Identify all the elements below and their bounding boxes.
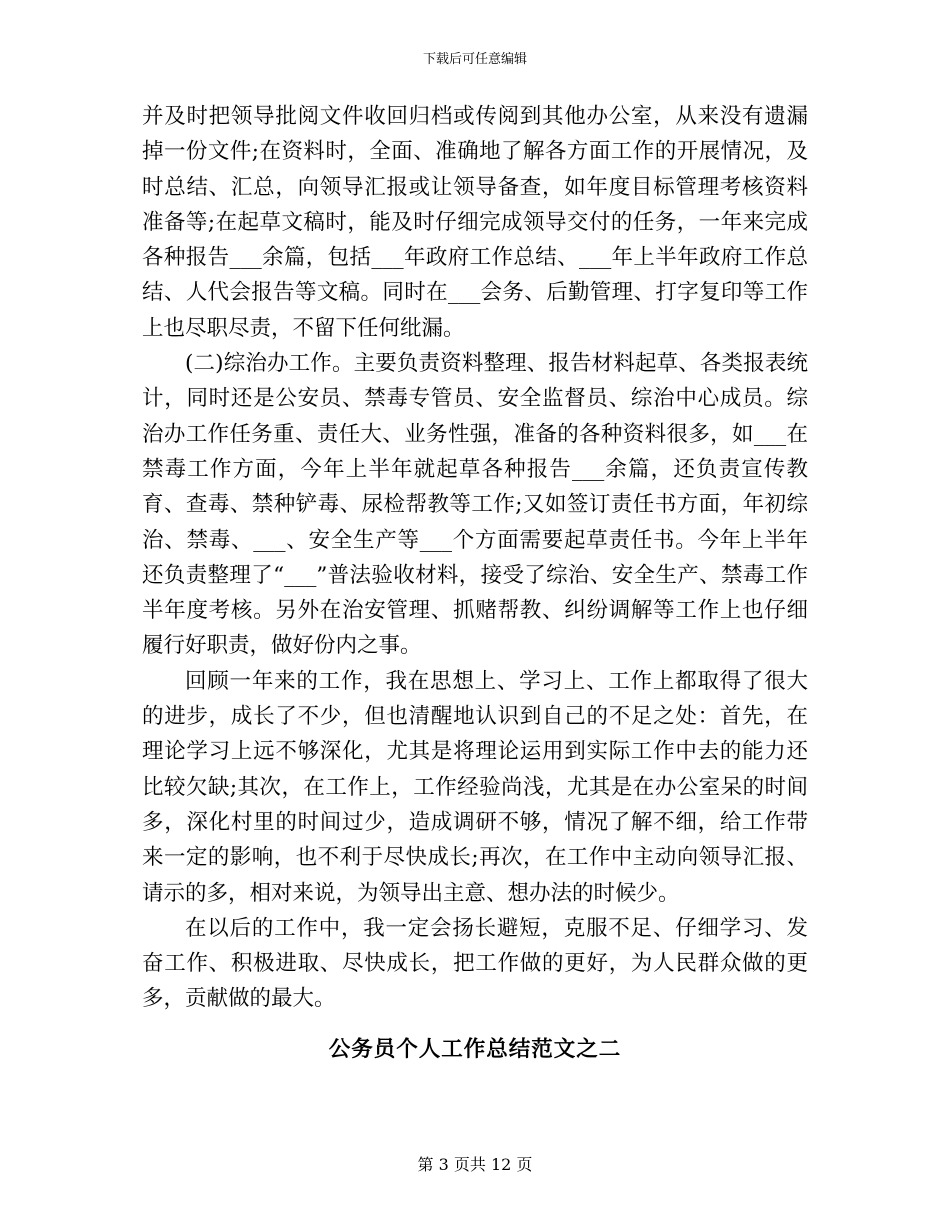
page-footer: 第 3 页共 12 页 xyxy=(417,1155,533,1174)
document-body xyxy=(142,99,808,1067)
paragraph-1: 并及时把领导批阅文件收回归档或传阅到其他办公室，从来没有遗漏掉一份文件;在资料时，全面、准确地了解各方面工作的开展情况，及时总结、汇总，向领导汇报或让领导备查，如年度目标管理考核资料准备等;在起草文稿时，能及时仔细完成领导交付的任务，一年来完成各种报告___余篇，包括___年政府工作总结、___年上半年政府工作总结、人代会报告等文稿。同时在___会务、后勤管理、打字复印等工作上也尽职尽责，不留下任何纰漏。 xyxy=(142,104,808,341)
section-title: 公务员个人工作总结范文之二 xyxy=(328,1036,622,1062)
paragraph-2: (二)综治办工作。主要负责资料整理、报告材料起草、各类报表统计，同时还是公安员、禁毒专管员、安全监督员、综治中心成员。综治办工作任务重、责任大、业务性强，准备的各种资料很多，如___在禁毒工作方面，今年上半年就起草各种报告___余篇，还负责宣传教育、查毒、禁种铲毒、尿检帮教等工作;又如签订责任书方面，年初综治、禁毒、___、安全生产等___个方面需要起草责任书。今年上半年还负责整理了“___”普法验收材料，接受了综治、安全生产、禁毒工作半年度考核。另外在治安管理、抓赌帮教、纠纷调解等工作上也仔细履行好职责，做好份内之事。 xyxy=(142,351,808,659)
page-header: 下载后可任意编辑 xyxy=(422,52,527,67)
paragraph-3: 回顾一年来的工作，我在思想上、学习上、工作上都取得了很大的进步，成长了不少，但也清醒地认识到自己的不足之处：首先，在理论学习上远不够深化，尤其是将理论运用到实际工作中去的能力还比较欠缺;其次，在工作上，工作经验尚浅，尤其是在办公室呆的时间多，深化村里的时间过少，造成调研不够，情况了解不细，给工作带来一定的影响，也不利于尽快成长;再次，在工作中主动向领导汇报、请示的多，相对来说，为领导出主意、想办法的时候少。 xyxy=(142,668,808,906)
paragraph-4: 在以后的工作中，我一定会扬长避短，克服不足、仔细学习、发奋工作、积极进取、尽快成长，把工作做的更好，为人民群众做的更多，贡献做的最大。 xyxy=(142,915,808,1012)
